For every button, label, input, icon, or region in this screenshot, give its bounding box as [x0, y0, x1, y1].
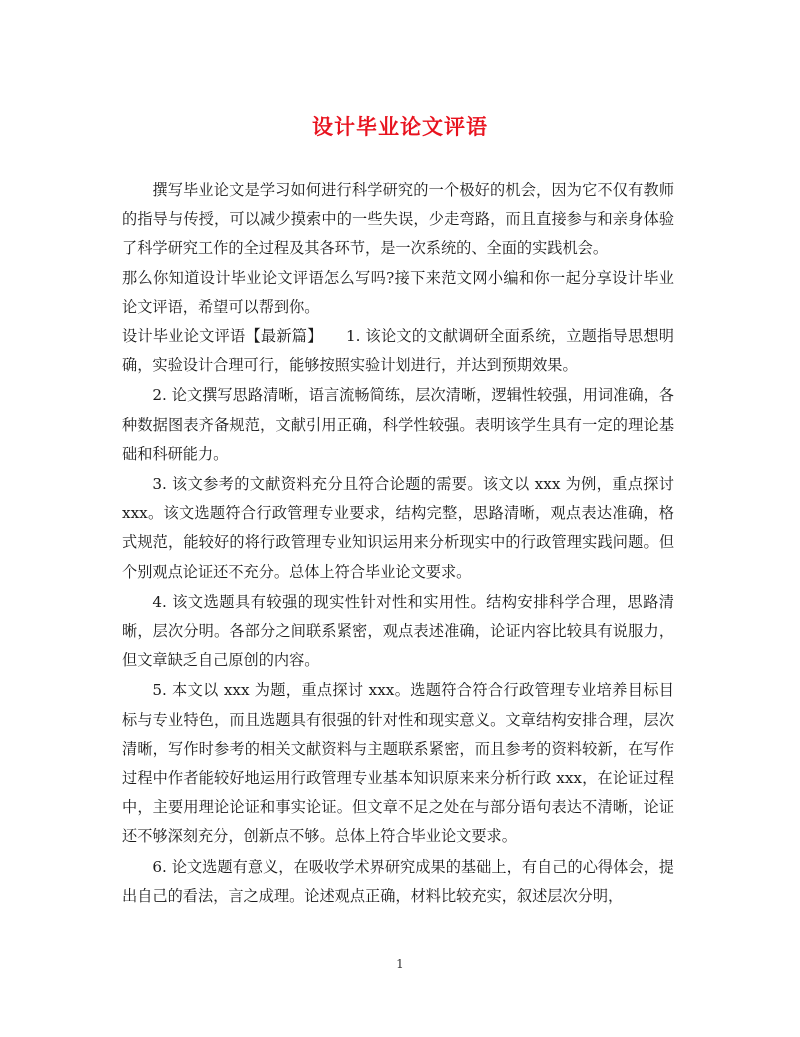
paragraph-item-5: 5. 本文以 xxx 为题，重点探讨 xxx。选题符合符合行政管理专业培养目标目标与专业特色，而且选题具有很强的针对性和现实意义。文章结构安排合理，层次清晰，写作时参考的相关文献资料与主题联系紧密，而且参考的资料较新，在写作过程中作者能较好地运用行政管理专业基本知识原来来分析行政 xxx，在论证过程中，主要用理论论证和事实论证。但文章不足之处在与部分语句表达不清晰，论证还不够深刻充分，创新点不够。总体上符合毕业论文要求。	[122, 681, 674, 846]
paragraph-section-1: 设计毕业论文评语【最新篇】 1. 该论文的文献调研全面系统，立题指导思想明确，实验设计合理可行，能够按照实验计划进行，并达到预期效果。	[122, 327, 674, 375]
document-body	[122, 176, 674, 911]
paragraph-item-2: 2. 论文撰写思路清晰，语言流畅简练，层次清晰，逻辑性较强，用词准确，各种数据图表齐备规范，文献引用正确，科学性较强。表明该学生具有一定的理论基础和科研能力。	[122, 386, 674, 463]
paragraph-intro: 撰写毕业论文是学习如何进行科学研究的一个极好的机会，因为它不仅有教师的指导与传授，可以减少摸索中的一些失误，少走弯路，而且直接参与和亲身体验了科学研究工作的全过程及其各环节，是一次系统的、全面的实践机会。	[122, 181, 674, 258]
paragraph-item-6: 6. 论文选题有意义，在吸收学术界研究成果的基础上，有自己的心得体会，提出自己的看法，言之成理。论述观点正确，材料比较充实，叙述层次分明，	[122, 857, 674, 905]
paragraph-item-4: 4. 该文选题具有较强的现实性针对性和实用性。结构安排科学合理，思路清晰，层次分明。各部分之间联系紧密，观点表述准确，论证内容比较具有说服力，但文章缺乏自己原创的内容。	[122, 592, 674, 670]
page-number: 1	[396, 957, 404, 971]
paragraph-item-3: 3. 该文参考的文献资料充分且符合论题的需要。该文以 xxx 为例，重点探讨 xxx。该文选题符合行政管理专业要求，结构完整，思路清晰，观点表达准确，格式规范，能较好的将行政管理专业知识运用来分析现实中的行政管理实践问题。但个别观点论证还不充分。总体上符合毕业论文要求。	[122, 475, 674, 581]
paragraph-question: 那么你知道设计毕业论文评语怎么写吗?接下来范文网小编和你一起分享设计毕业论文评语，希望可以帮到你。	[122, 268, 674, 316]
document-title: 设计毕业论文评语	[312, 114, 488, 139]
